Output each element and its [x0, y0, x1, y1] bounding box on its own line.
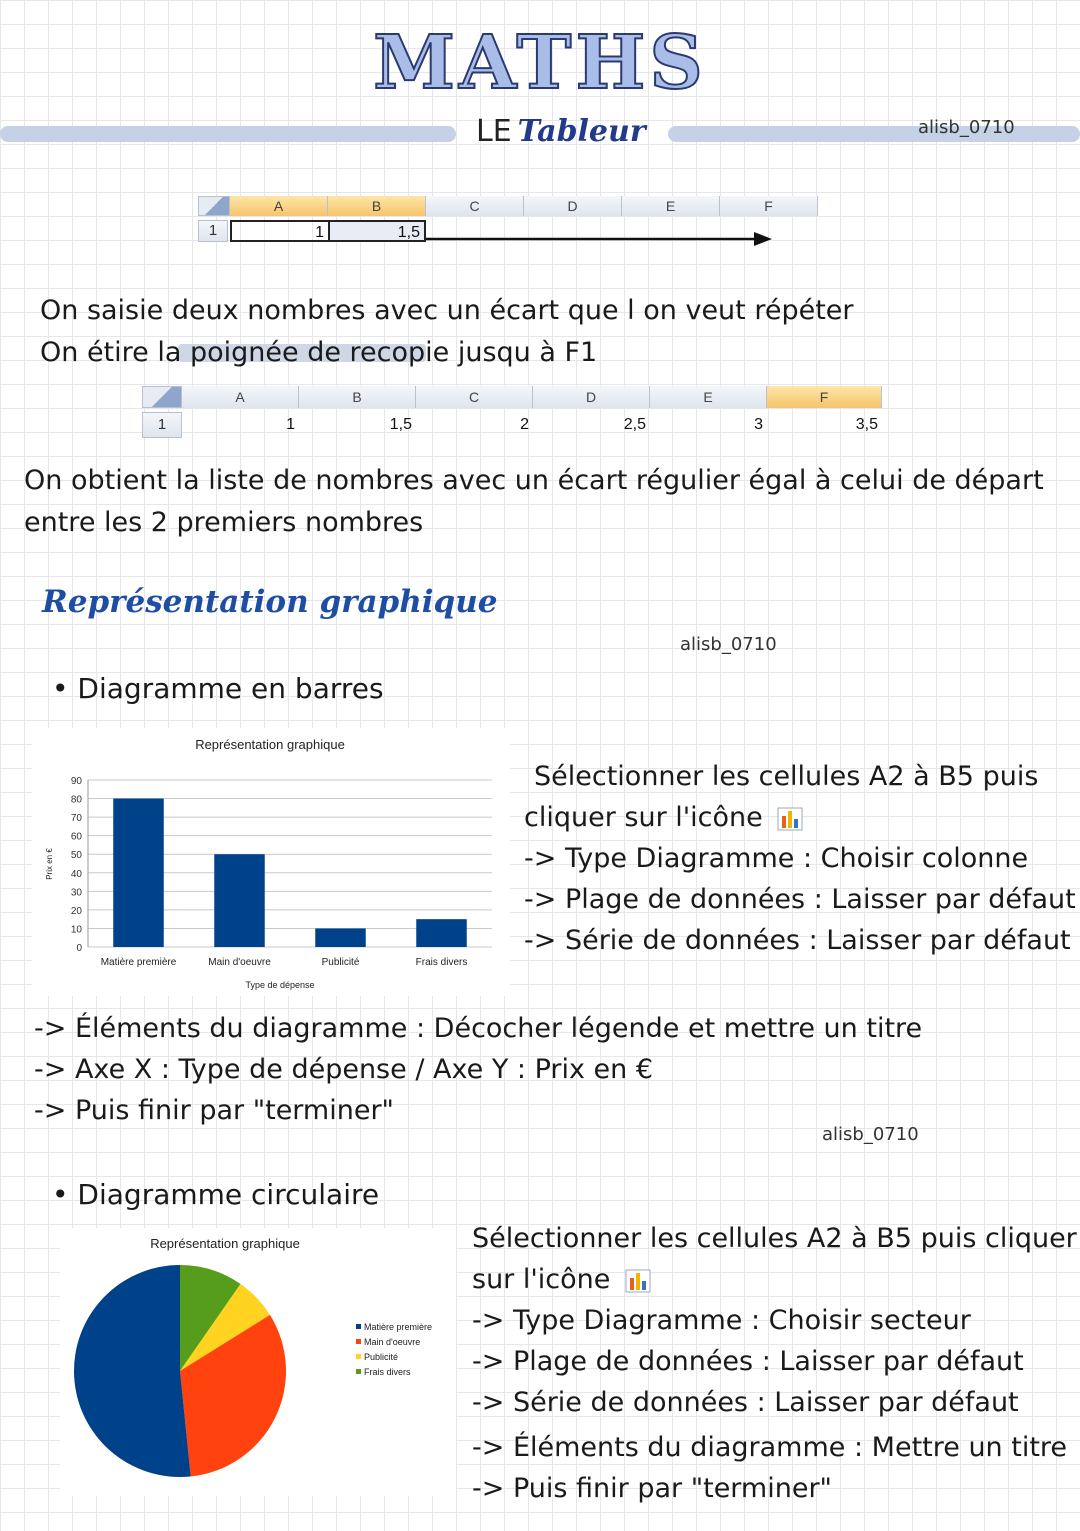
x-tick-label: Frais divers: [415, 957, 468, 968]
legend-label: Publicité: [364, 1352, 399, 1362]
page-subtitle: [476, 114, 646, 149]
y-tick-label: 50: [70, 850, 82, 862]
chart-title: Représentation graphique: [150, 1236, 300, 1251]
pie-step: -> Série de données : Laisser par défaut: [472, 1387, 1019, 1418]
result-line: entre les 2 premiers nombres: [24, 507, 424, 538]
y-tick-label: 40: [70, 868, 82, 880]
spreadsheet-example-1: [198, 196, 818, 252]
instruction-line: On étire la poignée de recopie jusqu à F1: [40, 337, 598, 368]
section-title: Représentation graphique: [42, 584, 498, 620]
col-header: C: [426, 196, 524, 216]
legend-swatch: [356, 1354, 361, 1359]
x-tick-label: Main d'oeuvre: [208, 957, 271, 968]
instruction-text: Sélectionner les cellules A2 à B5 puis: [534, 761, 1039, 792]
y-tick-label: 60: [70, 831, 82, 843]
col-header: F: [720, 196, 818, 216]
col-header: E: [650, 386, 767, 408]
instruction-text: cliquer sur l'icône: [524, 802, 763, 833]
instruction-text: sur l'icône: [472, 1264, 611, 1295]
watermark: alisb_0710: [822, 1124, 919, 1145]
x-tick-label: Publicité: [321, 957, 360, 968]
bullet-bar-chart: [52, 672, 384, 705]
cell-value: 1: [286, 416, 295, 433]
spreadsheet-example-2: [142, 386, 882, 438]
bar-step: -> Série de données : Laisser par défaut: [524, 925, 1071, 956]
bar-after-step: -> Éléments du diagramme : Décocher légende et mettre un titre: [34, 1013, 923, 1044]
col-header: B: [299, 386, 416, 408]
pie-instruction: Sélectionner les cellules A2 à B5 puis cliquer: [472, 1223, 1077, 1254]
cell-value: 2,5: [623, 416, 646, 433]
pie-slice: [74, 1265, 191, 1477]
pie-step: -> Puis finir par "terminer": [472, 1473, 832, 1504]
bullet-label: Diagramme circulaire: [77, 1178, 380, 1211]
row-header: 1: [142, 412, 182, 438]
cell-value: 3: [754, 416, 763, 433]
bar: [214, 854, 265, 947]
chart-title: Représentation graphique: [195, 737, 345, 752]
cell-value: 2: [520, 416, 529, 433]
sheet-corner: [142, 386, 182, 408]
col-header: D: [533, 386, 650, 408]
row-header: 1: [198, 220, 228, 242]
title-highlight-right: [668, 126, 1080, 142]
col-header: C: [416, 386, 533, 408]
legend-label: Frais divers: [364, 1367, 411, 1377]
col-header: D: [524, 196, 622, 216]
y-tick-label: 10: [70, 924, 82, 936]
cell-a1: 1: [230, 220, 328, 242]
legend-label: Main d'oeuvre: [364, 1337, 421, 1347]
page-title: MATHS: [373, 20, 707, 106]
col-header: B: [328, 196, 426, 216]
subtitle-le: LE: [476, 114, 512, 149]
watermark: alisb_0710: [918, 117, 1015, 138]
bullet-dot: •: [52, 1178, 78, 1211]
col-header: F: [767, 386, 882, 408]
bullet-dot: •: [52, 672, 78, 705]
pie-step: -> Plage de données : Laisser par défaut: [472, 1346, 1024, 1377]
col-header: A: [230, 196, 328, 216]
chart-icon: [625, 1269, 651, 1293]
legend-label: Matière première: [364, 1322, 433, 1332]
x-axis-label: Type de dépense: [245, 980, 315, 990]
subtitle-tableur: Tableur: [517, 114, 646, 149]
title-highlight-left: [0, 126, 456, 142]
y-tick-label: 70: [70, 813, 82, 825]
y-tick-label: 20: [70, 905, 82, 917]
bar-chart: [32, 728, 510, 996]
legend-swatch: [356, 1369, 361, 1374]
y-tick-label: 30: [70, 887, 82, 899]
legend-swatch: [356, 1324, 361, 1329]
y-tick-label: 90: [70, 776, 82, 787]
bar-after-step: -> Axe X : Type de dépense / Axe Y : Prix en €: [34, 1054, 654, 1085]
legend-swatch: [356, 1339, 361, 1344]
bar-instruction: [534, 756, 1038, 797]
bar-step: -> Type Diagramme : Choisir colonne: [524, 843, 1029, 874]
col-header: E: [622, 196, 720, 216]
cell-value: 1,5: [389, 416, 412, 433]
bullet-pie-chart: [52, 1178, 379, 1211]
sheet-corner: [198, 196, 230, 216]
pie-chart: [60, 1228, 456, 1496]
pie-step: -> Type Diagramme : Choisir secteur: [472, 1305, 971, 1336]
bar-instruction: [524, 797, 803, 838]
bar-after-step: -> Puis finir par "terminer": [34, 1095, 394, 1126]
x-tick-label: Matière première: [100, 957, 177, 968]
col-header: A: [182, 386, 299, 408]
drag-arrow-icon: [426, 232, 778, 246]
watermark: alisb_0710: [680, 634, 777, 655]
bar: [315, 928, 366, 947]
y-tick-label: 0: [76, 943, 82, 954]
bar-step: -> Plage de données : Laisser par défaut: [524, 884, 1076, 915]
cell-value: 3,5: [855, 416, 878, 433]
instruction-line: On saisie deux nombres avec un écart que l on veut répéter: [40, 295, 854, 326]
bar: [113, 799, 164, 947]
bullet-label: Diagramme en barres: [77, 672, 384, 705]
y-tick-label: 80: [70, 794, 82, 806]
cell-b1: 1,5: [328, 220, 426, 242]
chart-icon: [777, 807, 803, 831]
pie-instruction: [472, 1259, 651, 1300]
y-axis-label: Prix en €: [45, 848, 54, 880]
bar: [416, 919, 467, 947]
result-line: On obtient la liste de nombres avec un écart régulier égal à celui de départ: [24, 465, 1044, 496]
pie-step: -> Éléments du diagramme : Mettre un titre: [472, 1432, 1068, 1463]
